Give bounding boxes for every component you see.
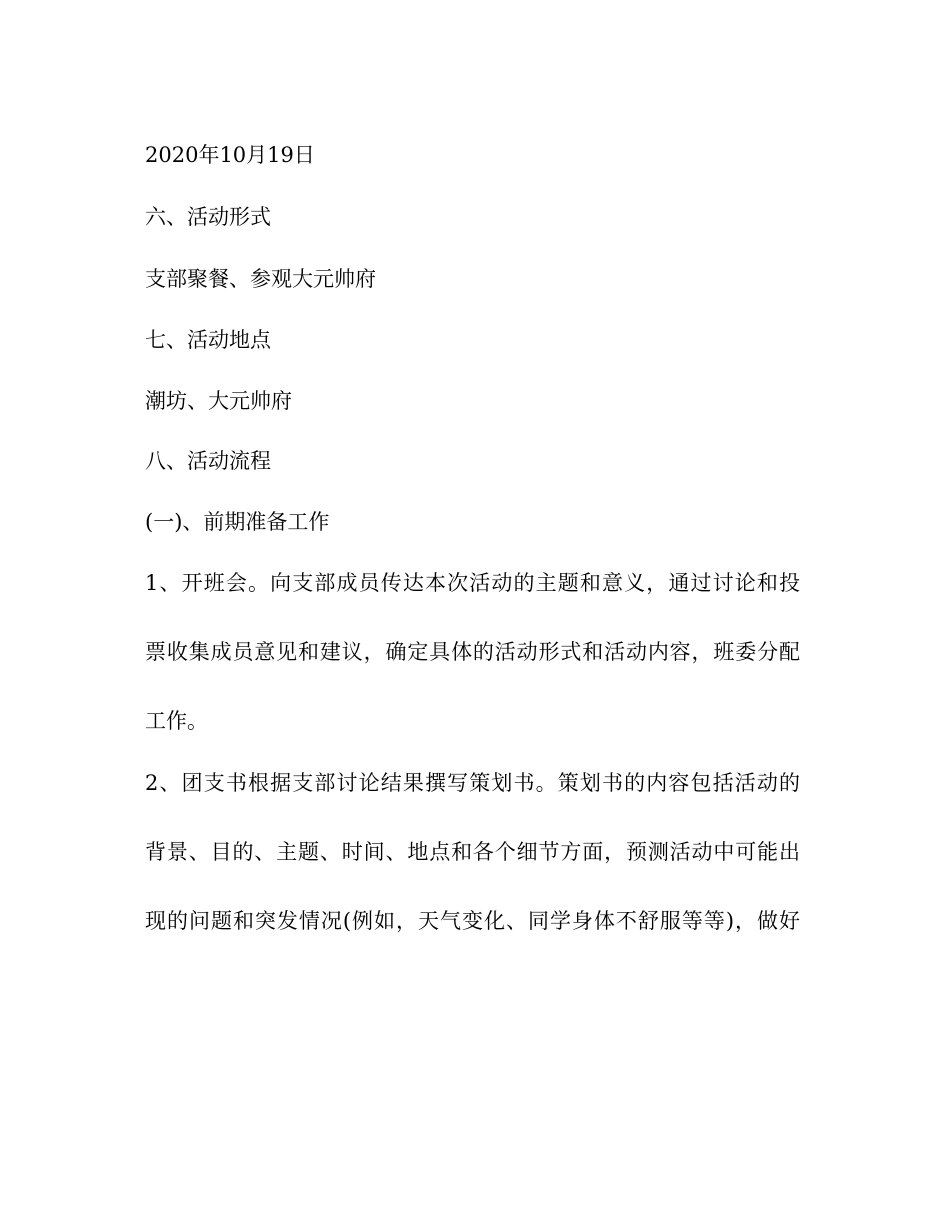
paragraph-2-line-3: 现的问题和突发情况(例如，天气变化、同学身体不舒服等等)，做好 [145, 909, 800, 933]
activity-form-text: 支部聚餐、参观大元帅府 [145, 267, 376, 291]
section-heading-activity-form: 六、活动形式 [145, 205, 271, 229]
paragraph-2-line-1: 2、团支书根据支部讨论结果撰写策划书。策划书的内容包括活动的 [145, 771, 800, 795]
section-heading-activity-location: 七、活动地点 [145, 328, 271, 352]
subsection-heading-preparation: (一)、前期准备工作 [145, 510, 330, 534]
section-heading-activity-process: 八、活动流程 [145, 449, 271, 473]
activity-location-text: 潮坊、大元帅府 [145, 389, 292, 413]
paragraph-1-line-1: 1、开班会。向支部成员传达本次活动的主题和意义，通过讨论和投 [145, 571, 800, 595]
paragraph-2-line-2: 背景、目的、主题、时间、地点和各个细节方面，预测活动中可能出 [145, 840, 800, 864]
date-line: 2020年10月19日 [145, 143, 315, 167]
paragraph-1-line-3: 工作。 [145, 709, 208, 733]
paragraph-1-line-2: 票收集成员意见和建议，确定具体的活动形式和活动内容，班委分配 [145, 640, 800, 664]
